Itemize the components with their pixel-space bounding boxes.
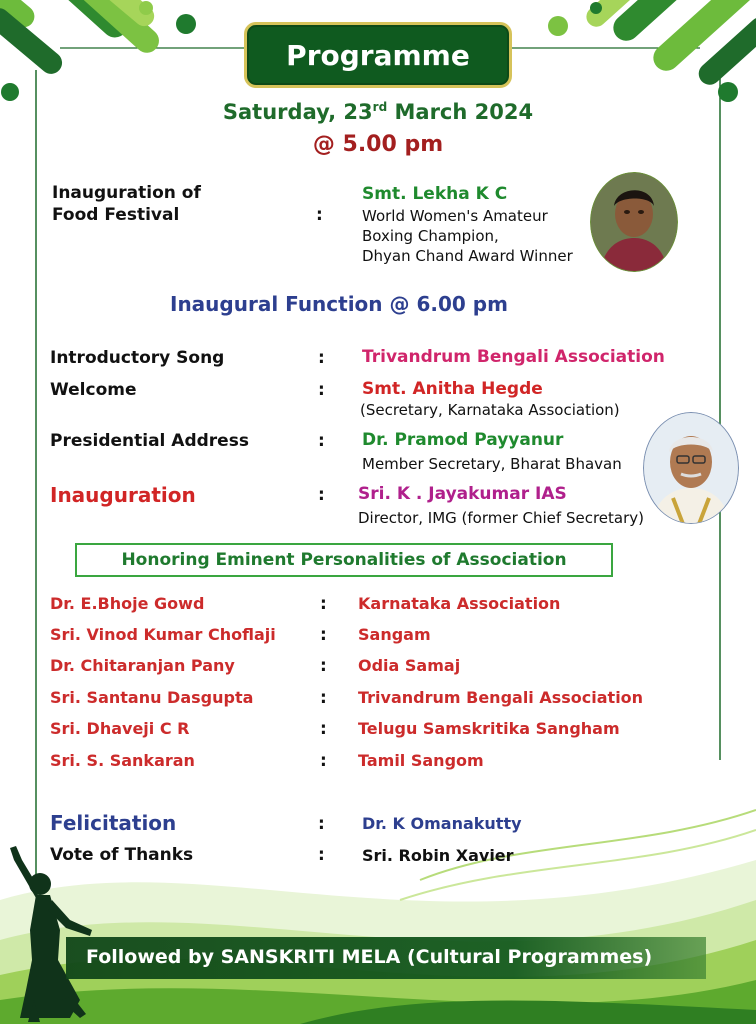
honoree-colon: : (320, 656, 327, 676)
item-welcome-label: Welcome (50, 380, 137, 400)
top-left-leaf-decoration (0, 0, 196, 101)
honoree-name: Sri. Vinod Kumar Choflaji (50, 625, 276, 644)
honoree-association: Karnataka Association (358, 594, 561, 613)
footer-text: Followed by SANSKRITI MELA (Cultural Programmes) (86, 946, 653, 968)
vote-of-thanks-label: Vote of Thanks (50, 845, 194, 865)
honoree-name: Dr. Chitaranjan Pany (50, 656, 235, 675)
honoree-association: Trivandrum Bengali Association (358, 688, 644, 707)
item-presidential-address-desc: Member Secretary, Bharat Bhavan (362, 455, 622, 473)
event-date (0, 100, 756, 124)
honoring-heading: Honoring Eminent Personalities of Association (121, 550, 567, 570)
honoree-colon: : (320, 688, 327, 708)
felicitation-name: Dr. K Omanakutty (362, 814, 522, 833)
food-festival-label-line1: Inauguration of (52, 183, 201, 203)
lekha-portrait-photo (590, 172, 678, 272)
honoree-association: Tamil Sangom (358, 751, 484, 770)
item-inauguration-colon: : (318, 485, 325, 505)
item-inauguration-label: Inauguration (50, 483, 196, 507)
programme-title: Programme (286, 38, 470, 72)
honoree-name: Sri. Santanu Dasgupta (50, 688, 254, 707)
vote-of-thanks-colon: : (318, 845, 325, 865)
food-festival-guest-desc-1: World Women's Amateur (362, 207, 548, 225)
honoree-colon: : (320, 594, 327, 614)
date-rest: March 2024 (387, 100, 534, 124)
honoree-association: Telugu Samskritika Sangham (358, 719, 620, 738)
date-suffix: rd (372, 100, 388, 114)
felicitation-label: Felicitation (50, 811, 177, 835)
inaugural-function-heading: Inaugural Function @ 6.00 pm (170, 292, 508, 316)
food-festival-label-line2: Food Festival (52, 205, 180, 225)
honoree-name: Sri. S. Sankaran (50, 751, 195, 770)
vote-of-thanks-name: Sri. Robin Xavier (362, 846, 514, 865)
item-introductory-song-label: Introductory Song (50, 348, 225, 368)
item-inauguration-name: Sri. K . Jayakumar IAS (358, 484, 567, 504)
item-introductory-song-colon: : (318, 348, 325, 368)
item-welcome-desc: (Secretary, Karnataka Association) (360, 401, 620, 419)
honoree-colon: : (320, 625, 327, 645)
bottom-wave-decoration (0, 810, 756, 1024)
item-presidential-address-colon: : (318, 431, 325, 451)
honoring-heading-box (75, 543, 613, 577)
honoree-association: Sangam (358, 625, 431, 644)
top-right-leaf-decoration (548, 0, 756, 102)
item-welcome-name: Smt. Anitha Hegde (362, 379, 543, 399)
honoree-colon: : (320, 751, 327, 771)
item-inauguration-desc: Director, IMG (former Chief Secretary) (358, 509, 644, 527)
item-welcome-colon: : (318, 380, 325, 400)
item-presidential-address-label: Presidential Address (50, 431, 249, 451)
food-festival-colon: : (316, 205, 323, 225)
honoree-name: Dr. E.Bhoje Gowd (50, 594, 205, 613)
felicitation-colon: : (318, 814, 325, 834)
programme-title-badge (244, 22, 512, 88)
date-main: Saturday, 23 (222, 100, 373, 124)
item-introductory-song-name: Trivandrum Bengali Association (362, 347, 665, 367)
honoree-colon: : (320, 719, 327, 739)
honoree-association: Odia Samaj (358, 656, 461, 675)
food-festival-guest-name: Smt. Lekha K C (362, 184, 508, 204)
event-time: @ 5.00 pm (312, 132, 444, 157)
food-festival-guest-desc-3: Dhyan Chand Award Winner (362, 247, 573, 265)
honoree-name: Sri. Dhaveji C R (50, 719, 190, 738)
pramod-portrait-photo (643, 412, 739, 524)
food-festival-guest-desc-2: Boxing Champion, (362, 227, 499, 245)
item-presidential-address-name: Dr. Pramod Payyanur (362, 430, 564, 450)
